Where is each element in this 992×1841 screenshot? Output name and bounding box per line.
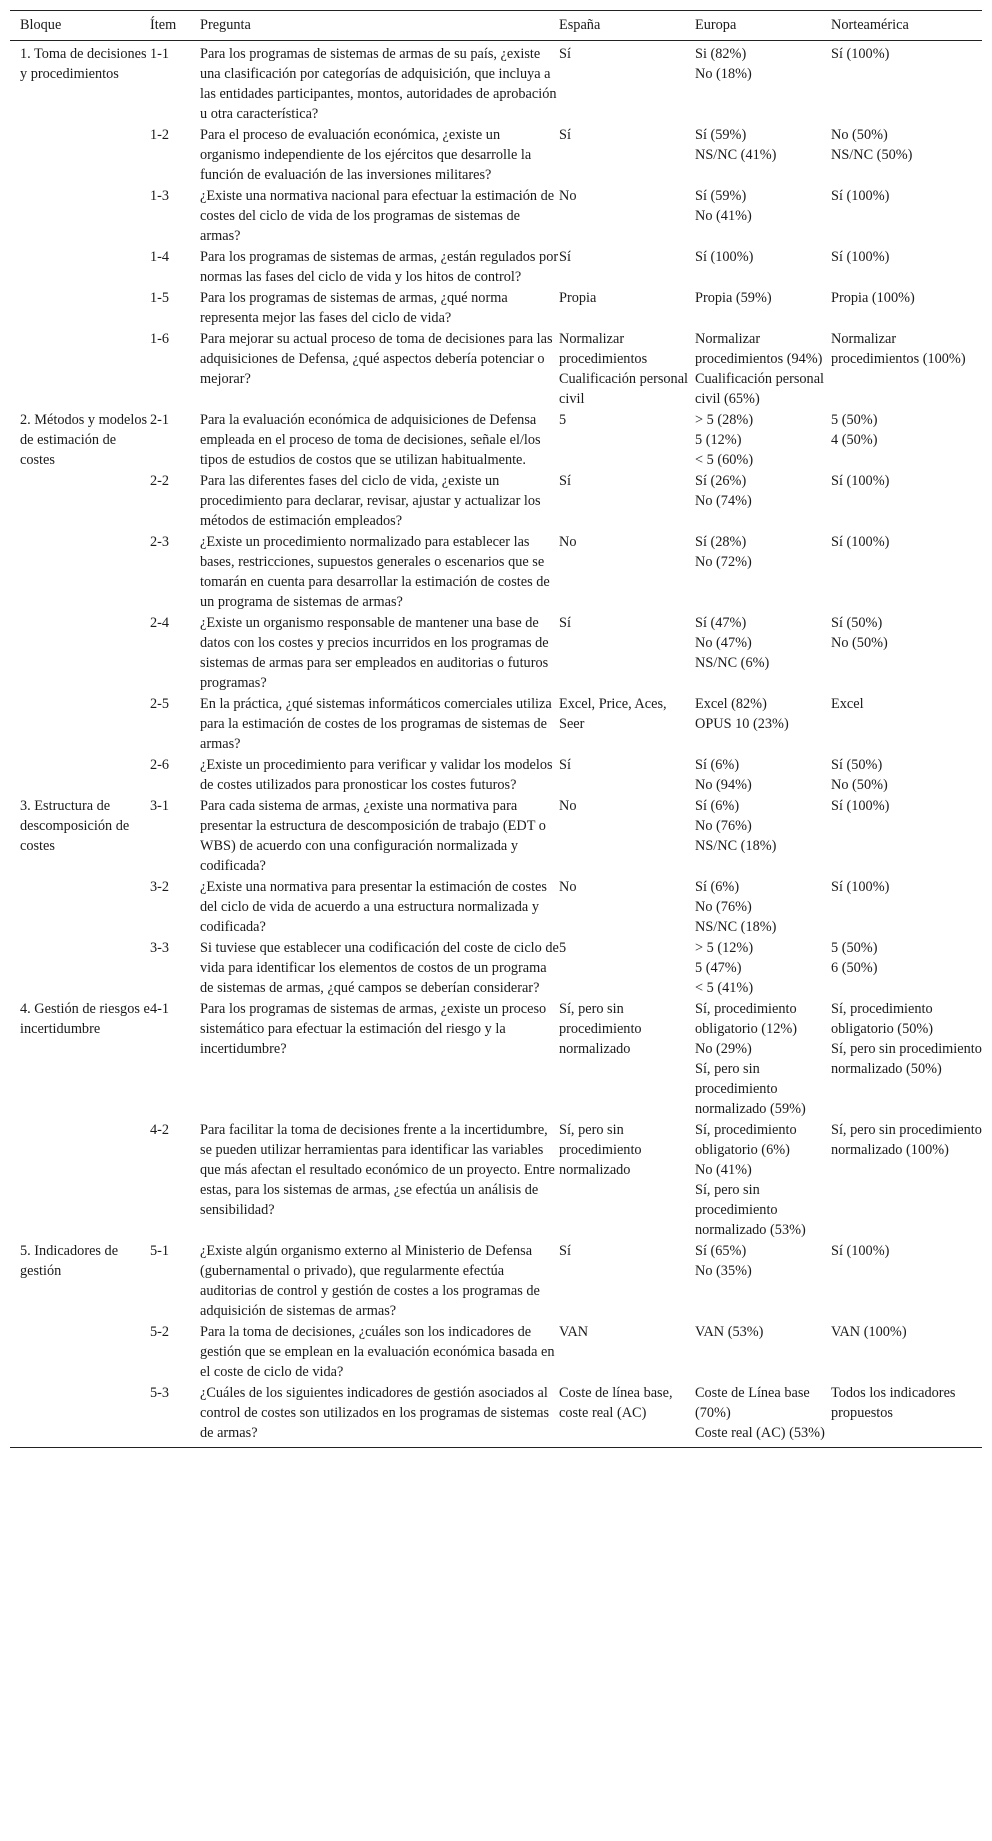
cell-europa [695, 1321, 831, 1382]
answer-line: Normalizar procedimientos (94%) [695, 331, 823, 367]
answer-line: 5 (50%) [831, 412, 878, 428]
cell-norteamerica [831, 876, 982, 937]
table-row [10, 754, 982, 795]
header-pregunta: Pregunta [200, 11, 559, 41]
answer-line: Sí, pero sin procedimiento normalizado (53%) [695, 1182, 806, 1238]
cell-bloque [10, 287, 150, 328]
cell-item: 2-1 [150, 412, 170, 428]
header-europa: Europa [695, 11, 831, 41]
cell-item: 2-6 [150, 757, 170, 773]
answer-line: Sí, procedimiento obligatorio (50%) [831, 1001, 934, 1037]
answer-line: No (29%) [695, 1041, 752, 1057]
table-row [10, 328, 982, 409]
cell-pregunta: Para los programas de sistemas de armas, ¿existe un proceso sistemático para efectuar la estimación del riesgo y la incertidumbre? [200, 1001, 547, 1057]
answer-line: 5 [559, 412, 567, 428]
answer-line: Coste de Línea base (70%) [695, 1385, 810, 1421]
cell-pregunta: ¿Existe una normativa para presentar la estimación de costes del ciclo de vida de acuerdo a una estructura normalizada y codificada? [200, 879, 547, 935]
answer-line: No (50%) [831, 127, 888, 143]
cell-espana [559, 937, 695, 998]
answer-line: Propia [559, 290, 597, 306]
cell-europa [695, 612, 831, 693]
answer-line: No (41%) [695, 1162, 752, 1178]
table-row [10, 1321, 982, 1382]
answer-line: < 5 (41%) [695, 980, 754, 996]
cell-pregunta: ¿Existe un procedimiento normalizado para establecer las bases, restricciones, supuestos generales o escenarios que se tomarán en cuenta para desarrollar la estimación de costes de un programa de sistemas de armas? [200, 534, 550, 610]
answer-line: Todos los indicadores propuestos [831, 1385, 956, 1421]
cell-item: 1-1 [150, 46, 170, 62]
cell-norteamerica [831, 409, 982, 470]
cell-pregunta: ¿Existe algún organismo externo al Ministerio de Defensa (gubernamental o privado), que regularmente efectúa auditorias de control y gestión de costes a los programas de adquisición de sistemas de armas? [200, 1243, 540, 1319]
cell-espana [559, 795, 695, 876]
answer-line: > 5 (12%) [695, 940, 754, 956]
cell-europa [695, 287, 831, 328]
cell-item: 1-3 [150, 188, 170, 204]
cell-espana [559, 1321, 695, 1382]
table-row [10, 693, 982, 754]
cell-norteamerica [831, 124, 982, 185]
cell-item: 2-4 [150, 615, 170, 631]
answer-line: NS/NC (6%) [695, 655, 770, 671]
cell-europa [695, 937, 831, 998]
cell-bloque [10, 937, 150, 998]
answer-line: Coste real (AC) (53%) [695, 1425, 825, 1441]
answer-line: Cualificación personal civil [559, 371, 689, 407]
cell-europa [695, 795, 831, 876]
answer-line: No (41%) [695, 208, 752, 224]
cell-bloque [10, 470, 150, 531]
cell-norteamerica [831, 1240, 982, 1321]
cell-item: 2-2 [150, 473, 170, 489]
table-row [10, 876, 982, 937]
cell-bloque [10, 876, 150, 937]
cell-espana [559, 185, 695, 246]
cell-europa [695, 470, 831, 531]
cell-europa [695, 409, 831, 470]
answer-line: Sí [559, 46, 571, 62]
cell-bloque [10, 612, 150, 693]
cell-norteamerica [831, 185, 982, 246]
answer-line: Sí (100%) [831, 188, 890, 204]
cell-espana [559, 998, 695, 1119]
cell-europa [695, 876, 831, 937]
cell-espana [559, 246, 695, 287]
cell-item: 4-2 [150, 1122, 170, 1138]
answer-line: Sí (100%) [831, 473, 890, 489]
cell-norteamerica [831, 328, 982, 409]
cell-item: 1-2 [150, 127, 170, 143]
cell-bloque: 1. Toma de decisiones y procedimientos [20, 46, 147, 82]
cell-espana [559, 1119, 695, 1240]
table-row [10, 1240, 982, 1321]
cell-espana [559, 470, 695, 531]
answer-line: No [559, 798, 577, 814]
cell-bloque: 5. Indicadores de gestión [20, 1243, 119, 1279]
cell-item: 4-1 [150, 1001, 170, 1017]
answer-line: Sí (100%) [831, 798, 890, 814]
cell-bloque [10, 246, 150, 287]
table-row [10, 41, 982, 125]
table-row [10, 185, 982, 246]
cell-europa [695, 124, 831, 185]
cell-pregunta: ¿Existe un procedimiento para verificar y validar los modelos de costes utilizados para pronosticar los costes futuros? [200, 757, 553, 793]
answer-line: Sí, pero sin procedimiento normalizado [559, 1122, 642, 1178]
cell-pregunta: Para facilitar la toma de decisiones frente a la incertidumbre, se pueden utilizar herramientas para identificar las variables que más afectan el resultado económico de un proyecto. Entre estas, para los sistemas de armas, ¿se efectúa un análisis de sensibilidad? [200, 1122, 555, 1218]
cell-pregunta: Para el proceso de evaluación económica, ¿existe un organismo independiente de los ejércitos que desarrolle la función de evaluación de las inversiones militares? [200, 127, 532, 183]
answer-line: Propia (59%) [695, 290, 772, 306]
cell-norteamerica [831, 1382, 982, 1448]
answer-line: Normalizar procedimientos (100%) [831, 331, 966, 367]
cell-pregunta: Para los programas de sistemas de armas, ¿están regulados por normas las fases del ciclo de vida y los hitos de control? [200, 249, 559, 285]
answer-line: Sí [559, 127, 571, 143]
cell-norteamerica [831, 754, 982, 795]
table-row [10, 124, 982, 185]
cell-norteamerica [831, 795, 982, 876]
answer-line: No [559, 879, 577, 895]
answer-line: No (50%) [831, 635, 888, 651]
cell-europa [695, 998, 831, 1119]
answer-line: Sí, pero sin procedimiento normalizado (100%) [831, 1122, 982, 1158]
answer-line: Sí, procedimiento obligatorio (12%) [695, 1001, 798, 1037]
answer-line: Sí, pero sin procedimiento normalizado (50%) [831, 1041, 982, 1077]
cell-norteamerica [831, 1119, 982, 1240]
answer-line: Sí (50%) [831, 757, 883, 773]
answer-line: Sí (6%) [695, 798, 740, 814]
cell-europa [695, 754, 831, 795]
cell-norteamerica [831, 998, 982, 1119]
answer-line: Sí (59%) [695, 188, 747, 204]
answer-line: Cualificación personal civil (65%) [695, 371, 825, 407]
cell-pregunta: ¿Existe un organismo responsable de mantener una base de datos con los costes y precios incurridos en los programas de sistemas de armas para ser empleados en auditorias o futuros programas? [200, 615, 549, 691]
answer-line: Sí (100%) [695, 249, 754, 265]
cell-item: 2-5 [150, 696, 170, 712]
answer-line: OPUS 10 (23%) [695, 716, 789, 732]
cell-espana [559, 409, 695, 470]
answer-line: NS/NC (41%) [695, 147, 777, 163]
answer-line: NS/NC (18%) [695, 838, 777, 854]
cell-bloque: 2. Métodos y modelos de estimación de costes [20, 412, 148, 468]
cell-espana [559, 1382, 695, 1448]
table-row [10, 795, 982, 876]
answer-line: No (74%) [695, 493, 752, 509]
cell-bloque [10, 531, 150, 612]
cell-bloque: 4. Gestión de riesgos e incertidumbre [20, 1001, 150, 1037]
answer-line: NS/NC (50%) [831, 147, 913, 163]
cell-europa [695, 185, 831, 246]
table-row [10, 246, 982, 287]
answer-line: Sí (50%) [831, 615, 883, 631]
header-item: Ítem [150, 11, 200, 41]
cell-item: 1-5 [150, 290, 170, 306]
cell-espana [559, 876, 695, 937]
cell-espana [559, 754, 695, 795]
cell-item: 5-2 [150, 1324, 170, 1340]
answer-line: Si (82%) [695, 46, 747, 62]
cell-item: 2-3 [150, 534, 170, 550]
answer-line: Sí (59%) [695, 127, 747, 143]
answer-line: Propia (100%) [831, 290, 915, 306]
cell-norteamerica [831, 937, 982, 998]
table-row [10, 1382, 982, 1448]
answer-line: VAN [559, 1324, 589, 1340]
cell-norteamerica [831, 287, 982, 328]
cell-europa [695, 328, 831, 409]
survey-table [10, 10, 982, 1448]
answer-line: 6 (50%) [831, 960, 878, 976]
answer-line: Sí, pero sin procedimiento normalizado [559, 1001, 642, 1057]
answer-line: No (18%) [695, 66, 752, 82]
cell-bloque [10, 693, 150, 754]
cell-item: 1-4 [150, 249, 170, 265]
answer-line: Normalizar procedimientos [559, 331, 648, 367]
answer-line: < 5 (60%) [695, 452, 754, 468]
answer-line: Sí (100%) [831, 249, 890, 265]
cell-pregunta: Para la toma de decisiones, ¿cuáles son los indicadores de gestión que se emplean en la evaluación económica basada en el coste de ciclo de vida? [200, 1324, 555, 1380]
answer-line: 5 (12%) [695, 432, 742, 448]
answer-line: VAN (53%) [695, 1324, 764, 1340]
answer-line: No (72%) [695, 554, 752, 570]
answer-line: No (76%) [695, 899, 752, 915]
answer-line: 5 (50%) [831, 940, 878, 956]
answer-line: No (47%) [695, 635, 752, 651]
cell-europa [695, 1382, 831, 1448]
answer-line: Sí [559, 615, 571, 631]
answer-line: Excel [831, 696, 864, 712]
answer-line: No (35%) [695, 1263, 752, 1279]
answer-line: Sí (26%) [695, 473, 747, 489]
cell-bloque [10, 1119, 150, 1240]
cell-pregunta: Para cada sistema de armas, ¿existe una normativa para presentar la estructura de descomposición de trabajo (EDT o WBS) de acuerdo con una configuración normalizada y codificada? [200, 798, 546, 874]
answer-line: Sí, procedimiento obligatorio (6%) [695, 1122, 797, 1158]
cell-pregunta: Para mejorar su actual proceso de toma de decisiones para las adquisiciones de Defensa, ¿qué aspectos debería potenciar o mejorar? [200, 331, 553, 387]
cell-norteamerica [831, 246, 982, 287]
cell-bloque [10, 1321, 150, 1382]
cell-pregunta: En la práctica, ¿qué sistemas informáticos comerciales utiliza para la estimación de costes de los programas de sistemas de armas? [200, 696, 552, 752]
cell-bloque [10, 1382, 150, 1448]
table-row [10, 409, 982, 470]
answer-line: Sí (100%) [831, 1243, 890, 1259]
answer-line: Sí [559, 1243, 571, 1259]
answer-line: Excel, Price, Aces, Seer [559, 696, 667, 732]
answer-line: No (50%) [831, 777, 888, 793]
cell-bloque [10, 124, 150, 185]
answer-line: Sí (47%) [695, 615, 747, 631]
answer-line: coste real (AC) [559, 1405, 647, 1421]
answer-line: Sí [559, 249, 571, 265]
answer-line: Sí, pero sin procedimiento normalizado (59%) [695, 1061, 806, 1117]
table-body [10, 41, 982, 1448]
answer-line: No (94%) [695, 777, 752, 793]
answer-line: Sí (6%) [695, 879, 740, 895]
cell-item: 1-6 [150, 331, 170, 347]
answer-line: 5 [559, 940, 567, 956]
cell-espana [559, 41, 695, 125]
cell-norteamerica [831, 41, 982, 125]
answer-line: VAN (100%) [831, 1324, 907, 1340]
answer-line: Sí (65%) [695, 1243, 747, 1259]
cell-item: 3-1 [150, 798, 170, 814]
cell-bloque [10, 185, 150, 246]
answer-line: No (76%) [695, 818, 752, 834]
table-header [10, 11, 982, 41]
cell-europa [695, 246, 831, 287]
cell-europa [695, 1240, 831, 1321]
cell-pregunta: Para la evaluación económica de adquisiciones de Defensa empleada en el proceso de toma de decisiones, señale el/los tipos de estudios de costos que se utilizan habitualmente. [200, 412, 541, 468]
cell-espana [559, 328, 695, 409]
cell-item: 5-3 [150, 1382, 200, 1448]
answer-line: > 5 (28%) [695, 412, 754, 428]
answer-line: No [559, 534, 577, 550]
header-espana: España [559, 11, 695, 41]
answer-line: Sí (100%) [831, 46, 890, 62]
cell-item: 3-3 [150, 940, 170, 956]
answer-line: Sí (100%) [831, 879, 890, 895]
cell-espana [559, 531, 695, 612]
cell-item: 3-2 [150, 879, 170, 895]
cell-europa [695, 693, 831, 754]
cell-item: 5-1 [150, 1243, 170, 1259]
header-bloque: Bloque [10, 11, 150, 41]
answer-line: Coste de línea base, [559, 1385, 673, 1401]
cell-norteamerica [831, 470, 982, 531]
cell-europa [695, 41, 831, 125]
cell-espana [559, 612, 695, 693]
cell-pregunta: ¿Cuáles de los siguientes indicadores de gestión asociados al control de costes son utilizados en los programas de sistemas de armas? [200, 1382, 559, 1448]
answer-line: Sí (6%) [695, 757, 740, 773]
answer-line: Sí [559, 473, 571, 489]
cell-pregunta: ¿Existe una normativa nacional para efectuar la estimación de costes del ciclo de vida de los programas de sistemas de armas? [200, 188, 555, 244]
answer-line: 5 (47%) [695, 960, 742, 976]
cell-europa [695, 1119, 831, 1240]
answer-line: Sí (28%) [695, 534, 747, 550]
table-row [10, 612, 982, 693]
answer-line: Sí [559, 757, 571, 773]
cell-espana [559, 287, 695, 328]
cell-norteamerica [831, 531, 982, 612]
table-row [10, 937, 982, 998]
answer-line: 4 (50%) [831, 432, 878, 448]
table-row [10, 998, 982, 1119]
cell-espana [559, 693, 695, 754]
cell-norteamerica [831, 1321, 982, 1382]
table-row [10, 287, 982, 328]
cell-norteamerica [831, 693, 982, 754]
header-norteamerica: Norteamérica [831, 11, 982, 41]
answer-line: NS/NC (18%) [695, 919, 777, 935]
cell-pregunta: Si tuviese que establecer una codificación del coste de ciclo de vida para identificar los elementos de costos de un programa de sistemas de armas, ¿qué campos se deberían considerar? [200, 940, 559, 996]
cell-bloque [10, 754, 150, 795]
cell-espana [559, 124, 695, 185]
cell-bloque [10, 328, 150, 409]
answer-line: No [559, 188, 577, 204]
cell-pregunta: Para los programas de sistemas de armas, ¿qué norma representa mejor las fases del ciclo de vida? [200, 290, 508, 326]
answer-line: Excel (82%) [695, 696, 767, 712]
answer-line: Sí (100%) [831, 534, 890, 550]
cell-europa [695, 531, 831, 612]
cell-pregunta: Para las diferentes fases del ciclo de vida, ¿existe un procedimiento para declarar, revisar, ajustar y actualizar los métodos de estimación empleados? [200, 473, 541, 529]
table-row [10, 1119, 982, 1240]
cell-pregunta: Para los programas de sistemas de armas de su país, ¿existe una clasificación por categorías de adquisición, que incluya a las entidades participantes, montos, autoridades de aprobación u otra característica? [200, 46, 557, 122]
table-row [10, 470, 982, 531]
cell-norteamerica [831, 612, 982, 693]
table-row [10, 531, 982, 612]
cell-espana [559, 1240, 695, 1321]
cell-bloque: 3. Estructura de descomposición de costes [20, 798, 130, 854]
